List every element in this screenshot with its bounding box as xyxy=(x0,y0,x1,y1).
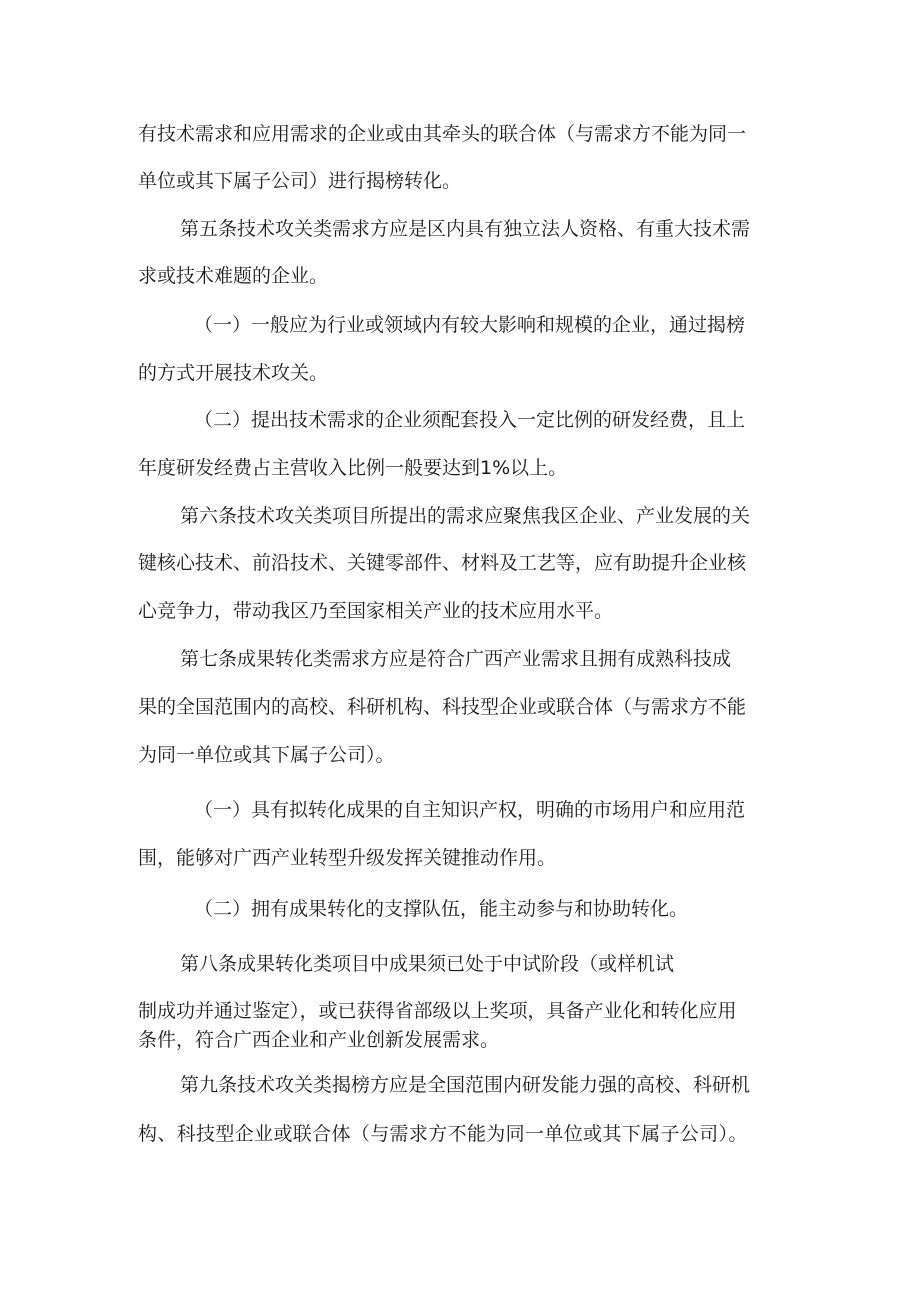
text-line: 制成功并通过鉴定），或已获得省部级以上奖项，具备产业化和转化应用 xyxy=(138,1000,737,1022)
article-6-heading-line: 第六条技术攻关类项目所提出的需求应聚焦我区企业、产业发展的关 xyxy=(180,505,751,527)
article-5-item-1-line: （一）一般应为行业或领域内有较大影响和规模的企业，通过揭榜 xyxy=(194,314,746,336)
text-line: 有技术需求和应用需求的企业或由其牵头的联合体（与需求方不能为同一 xyxy=(138,123,747,145)
text-line: 年度研发经费占主营收入比例一般要达到1%以上。 xyxy=(138,457,568,479)
text-line: 果的全国范围内的高校、科研机构、科技型企业或联合体（与需求方不能 xyxy=(138,696,747,718)
text-line: 围，能够对广西产业转型升级发挥关键推动作用。 xyxy=(138,847,557,869)
article-9-heading-line: 第九条技术攻关类揭榜方应是全国范围内研发能力强的高校、科研机 xyxy=(180,1074,751,1096)
text-line: 键核心技术、前沿技术、关键零部件、材料及工艺等，应有助提升企业核 xyxy=(138,552,747,574)
article-7-item-1-line: （一）具有拟转化成果的自主知识产权，明确的市场用户和应用范 xyxy=(194,799,746,821)
text-line: 为同一单位或其下属子公司）。 xyxy=(138,744,395,766)
text-line: 的方式开展技术攻关。 xyxy=(138,362,329,384)
text-line: 单位或其下属子公司）进行揭榜转化。 xyxy=(138,170,462,192)
article-5-heading-line: 第五条技术攻关类需求方应是区内具有独立法人资格、有重大技术需 xyxy=(180,218,751,240)
text-line: 心竞争力，带动我区乃至国家相关产业的技术应用水平。 xyxy=(138,600,614,622)
text-line: 构、科技型企业或联合体（与需求方不能为同一单位或其下属子公司）。 xyxy=(138,1123,748,1145)
article-8-heading-line: 第八条成果转化类项目中成果须已处于中试阶段（或样机试 xyxy=(180,953,675,975)
article-7-item-2-line: （二）拥有成果转化的支撑队伍，能主动参与和协助转化。 xyxy=(194,898,689,920)
article-7-heading-line: 第七条成果转化类需求方应是符合广西产业需求且拥有成熟科技成 xyxy=(180,648,732,670)
text-line: 求或技术难题的企业。 xyxy=(138,265,329,287)
text-line: 条件，符合广西企业和产业创新发展需求。 xyxy=(138,1029,500,1051)
article-5-item-2-line: （二）提出技术需求的企业须配套投入一定比例的研发经费，且上 xyxy=(194,409,746,431)
